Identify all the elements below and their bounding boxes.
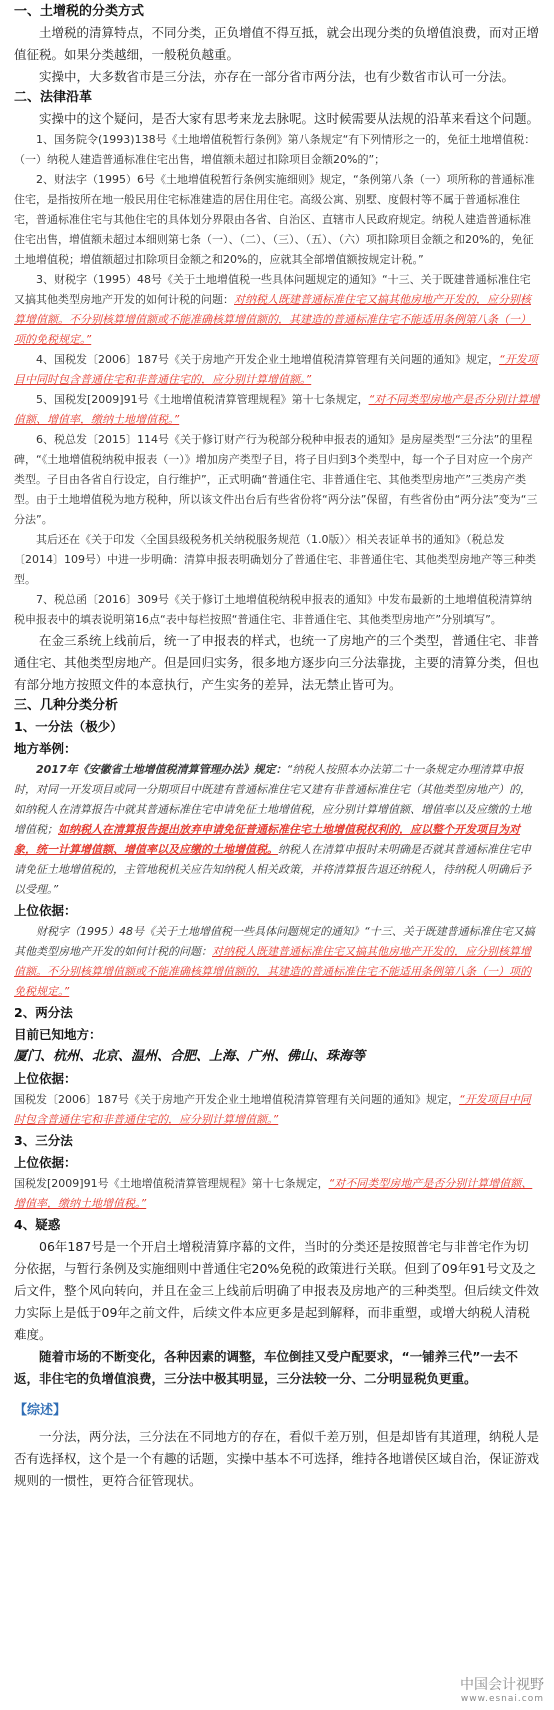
subsection-label: 上位依据： xyxy=(14,1071,77,1086)
subsection-label: 上位依据： xyxy=(14,1155,77,1170)
subsection-label: 地方举例： xyxy=(14,741,77,756)
highlighted-quote: “开发项目中同时包含普通住宅和非普通住宅的，应分别计算增值额。” xyxy=(14,1093,531,1126)
section-title-1: 一、土增税的分类方式 xyxy=(14,4,145,19)
law-quote-5 xyxy=(14,390,540,430)
law-quote-6: 6、税总发〔2015〕114号《关于修订财产行为税部分税种申报表的通知》是房屋类型“三分法”的里程碑，“《土地增值税纳税申报表（一）》增加房产类型子目，将子目归到3个类型中，每一个子目对应一个房产类型。子目由各省自行设定，自行维护”，正式明确“普通住宅、非普通住宅、其他类型房地产”三类房产类型。由于土地增值税为地方税种，所以该文件出台后有些省份将“两分法”保留，有些省份由“两分法”变为“三分法”。 xyxy=(14,433,538,526)
upper-basis-quote xyxy=(14,1174,540,1214)
summary-tag: 【综述】 xyxy=(14,1403,67,1418)
local-rule-quote xyxy=(14,760,540,900)
subsection-title: 2、两分法 xyxy=(14,1005,73,1020)
summary-text: 一分法，两分法，三分法在不同地方的存在，看似千差万别，但是却皆有其道理，纳税人是否有选择权，这个是一个有趣的话题，实操中基本不可选择，维持各地谱侯区域自治，保证游戏规则的一惯性，更符合征管现状。 xyxy=(14,1429,540,1488)
subsection-title: 1、一分法（极少） xyxy=(14,719,123,734)
subsection-label: 目前已知地方： xyxy=(14,1027,102,1042)
highlighted-quote: “对不同类型房地产是否分别计算增值额、增值率，缴纳土地增值税。” xyxy=(14,1177,533,1210)
paragraph: 土增税的清算特点，不同分类，正负增值不得互抵，就会出现分类的负增值浪费，而对正增值征税。如果分类越细，一般税负越重。 xyxy=(14,25,540,62)
quote-text: 国税发[2009]91号《土地增值税清算管理规程》第十七条规定， xyxy=(14,1177,329,1190)
section-title-2: 二、法律沿革 xyxy=(14,90,93,105)
highlighted-quote: 对纳税人既建普通标准住宅又搞其他房地产开发的，应分别核算增值额。不分别核算增值额或不能准确核算增值额的，其建造的普通标准住宅不能适用条例第八条（一）项的免税规定。” xyxy=(14,293,531,346)
paragraph: 在金三系统上线前后，统一了申报表的样式，也统一了房地产的三个类型，普通住宅、非普通住宅、其他类型房地产。但是回归实务，很多地方逐步向三分法靠拢，主要的清算分类，但也有部分地方按照文件的本意执行，产生实务的差异，法无禁止皆可为。 xyxy=(14,633,540,692)
watermark-logo xyxy=(460,1674,544,1704)
paragraph: 06年187号是一个开启土增税清算序幕的文件，当时的分类还是按照普宅与非普宅作为切分依据，与暂行条例及实施细则中普通住宅20%免税的政策进行关联。但到了09年91号文及之后文件，整个风向转向，并且在金三上线前后明确了申报表及房地产的三种类型。但后续文件效力实际上是低于09年之前文件，后续文件本应更多是起到解释，而非重塑，或增大纳税人清税难度。 xyxy=(14,1239,540,1342)
law-quote-8: 7、税总函〔2016〕309号《关于修订土地增值税纳税申报表的通知》中发布最新的土地增值税清算纳税申报表中的填表说明第16点“表中每栏按照“普通住宅、非普通住宅、其他类型房地产”分别填写”。 xyxy=(14,593,532,626)
quote-text: 财税字（1995）48号《关于土地增值税一些具体问题规定的通知》“十三、关于既建普通标准住宅又搞其他类型房地产开发的如何计税的问题： xyxy=(14,925,535,958)
law-quote-2: 2、财法字（1995）6号《土地增值税暂行条例实施细则》规定，“条例第八条（一）项所称的普通标准住宅，是指按所在地一般民用住宅标准建造的居住用住宅。高级公寓、别墅、度假村等不属于普通标准住宅，普通标准住宅与其他住宅的具体划分界限由各省、自治区、直辖市人民政府规定。纳税人建造普通标准住宅出售，增值额未超过本细则第七条（一）、（二）、（三）、（五）、（六）项扣除项目金额之和20%的，免征土地增值税；增值额超过扣除项目金额之和20%的，应就其全部增值额按规定计税。” xyxy=(14,173,535,266)
highlighted-quote: “对不同类型房地产是否分别计算增值额、增值率，缴纳土地增值税。” xyxy=(14,393,540,426)
quote-source: 2017年《安徽省土地增值税清算管理办法》规定： xyxy=(36,763,287,776)
watermark-name: 中国会计视野 xyxy=(460,1677,544,1693)
highlighted-quote: “开发项目中同时包含普通住宅和非普通住宅的，应分别计算增值额。” xyxy=(14,353,538,386)
quote-text: 4、国税发〔2006〕187号《关于房地产开发企业土地增值税清算管理有关问题的通知》规定， xyxy=(36,353,499,366)
section-title-3: 三、几种分类分析 xyxy=(14,698,119,713)
subsection-label: 上位依据： xyxy=(14,903,77,918)
quote-text: 5、国税发[2009]91号《土地增值税清算管理规程》第十七条规定， xyxy=(36,393,369,406)
upper-basis-quote xyxy=(14,1090,540,1130)
quote-text: 国税发〔2006〕187号《关于房地产开发企业土地增值税清算管理有关问题的通知》规定， xyxy=(14,1093,459,1106)
paragraph: 实操中的这个疑问，是否大家有思考来龙去脉呢。这时候需要从法规的沿革来看这个问题。 xyxy=(39,111,540,126)
subsection-title: 3、三分法 xyxy=(14,1133,73,1148)
paragraph: 实操中，大多数省市是三分法，亦存在一部分省市两分法，也有少数省市认可一分法。 xyxy=(39,69,515,84)
law-quote-4 xyxy=(14,350,540,390)
highlighted-quote: 对纳税人既建普通标准住宅又搞其他房地产开发的，应分别核算增值额。不分别核算增值额或不能准确核算增值额的，其建造的普通标准住宅不能适用条例第八条（一）项的免税规定。” xyxy=(14,945,531,998)
subsection-title: 4、疑惑 xyxy=(14,1217,61,1232)
quote-text: 纳税人在清算申报时未明确是否就其普通标准住宅申请免征土地增值税的，主管地税机关应告知纳税人相关政策，并将清算报告退还纳税人，待纳税人明确后予以受理。” xyxy=(14,843,531,896)
law-quote-3 xyxy=(14,270,540,350)
law-quote-7: 其后还在《关于印发〈全国县级税务机关纳税服务规范（1.0版）〉相关表证单书的通知》（税总发〔2014〕109号）中进一步明确：清算申报表明确划分了普通住宅、非普通住宅、其他类型房地产等三种类型。 xyxy=(14,533,536,586)
quote-text: 3、财税字（1995）48号《关于土地增值税一些具体问题规定的通知》“十三、关于既建普通标准住宅又搞其他类型房地产开发的如何计税的问题： xyxy=(14,273,531,306)
upper-basis-quote xyxy=(14,922,540,1002)
law-quote-1: 1、国务院令(1993)138号《土地增值税暂行条例》第八条规定“有下列情形之一的，免征土地增值税：（一）纳税人建造普通标准住宅出售，增值额未超过扣除项目金额20%的”； xyxy=(14,133,536,166)
watermark-url: www.esnai.com xyxy=(460,1694,544,1704)
paragraph-bold: 随着市场的不断变化，各种因素的调整，车位倒挂又受户配要求，“一铺养三代”一去不返，非住宅的负增值浪费，三分法中极其明显，三分法较一分、二分明显税负更重。 xyxy=(14,1349,518,1386)
cities-list: 厦门、杭州、北京、温州、合肥、上海、广州、佛山、珠海等 xyxy=(14,1049,366,1064)
highlighted-quote: 如纳税人在清算报告提出放弃申请免征普通标准住宅土地增值税权利的，应以整个开发项目为对象，统一计算增值额、增值率以及应缴的土地增值税。 xyxy=(14,823,520,856)
quote-text: “纳税人按照本办法第二十一条规定办理清算申报时，对同一开发项目或同一分期项目中既建有普通标准住宅又建有非普通标准住宅（其他类型房地产）的，如纳税人在清算报告中就其普通标准住宅申请免征土地增值税，应分别计算增值额、增值率以及应缴的土地增值税； xyxy=(14,763,531,836)
